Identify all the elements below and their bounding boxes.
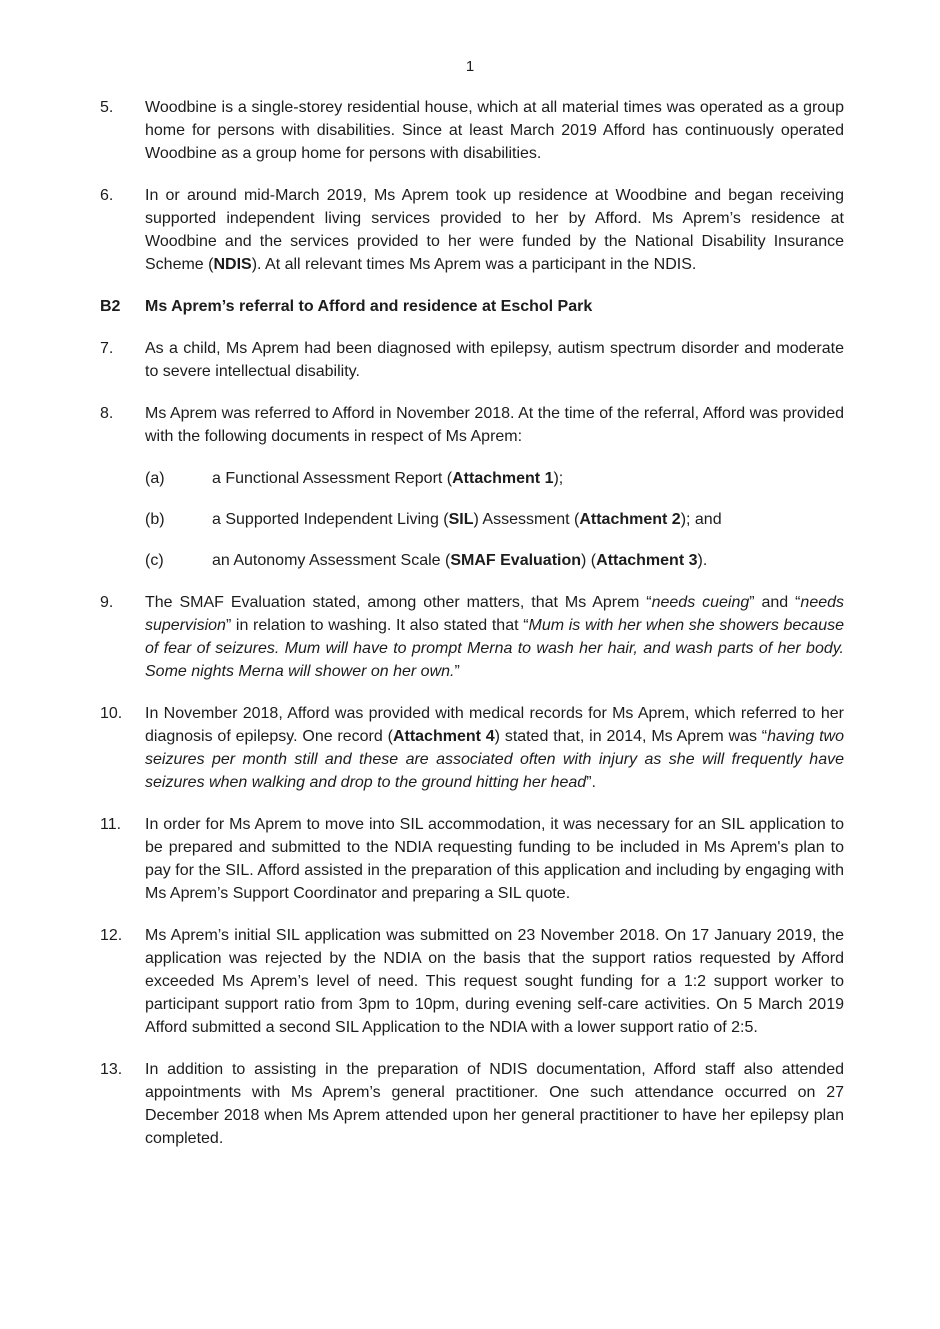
attachment-reference: Attachment 3 xyxy=(596,552,698,569)
sub-item-number: (c) xyxy=(145,552,164,569)
section-number: B2 xyxy=(100,298,121,315)
text-run: ). xyxy=(697,552,708,569)
page-number: 1 xyxy=(465,58,475,75)
attachment-reference: Attachment 1 xyxy=(452,470,554,487)
paragraph-text xyxy=(145,702,844,794)
sub-item-a xyxy=(145,467,844,490)
paragraph-text: Woodbine is a single-storey residential house, which at all material times was operated as a group home for persons with disabilities. Since at least March 2019 Afford has continuously operated Woodbine as a group home for persons with disabilities. xyxy=(145,99,844,162)
sub-item-c xyxy=(145,549,844,572)
section-heading-b2 xyxy=(100,295,844,318)
defined-term: SIL xyxy=(448,511,474,528)
defined-term: SMAF Evaluation xyxy=(450,552,582,569)
sub-item-number: (a) xyxy=(145,470,165,487)
text-run: ) Assessment ( xyxy=(473,511,580,528)
paragraph-number: 6. xyxy=(100,187,114,204)
sub-item-number: (b) xyxy=(145,511,165,528)
text-run: ” xyxy=(454,663,460,680)
paragraph-number: 5. xyxy=(100,99,114,116)
quoted-text: Mum is with her when she showers because of fear of seizures. Mum will have to prompt Merna to wash her hair, and wash parts of her body. Some nights Merna will shower on her own. xyxy=(145,617,844,680)
paragraph-text: In addition to assisting in the preparation of NDIS documentation, Afford staff also attended appointments with Ms Aprem’s general practitioner. One such attendance occurred on 27 December 2018 when Ms Aprem attended upon her general practitioner to have her epilepsy plan completed. xyxy=(145,1061,844,1147)
quoted-text: needs cueing xyxy=(651,594,750,611)
paragraph-10 xyxy=(100,702,844,794)
paragraph-number: 9. xyxy=(100,594,114,611)
text-run: ) stated that, in 2014, Ms Aprem was “ xyxy=(494,728,768,745)
attachment-reference: Attachment 4 xyxy=(392,728,495,745)
text-run: a Supported Independent Living ( xyxy=(212,511,449,528)
text-run: In or around mid-March 2019, Ms Aprem took up residence at Woodbine and began receiving supported independent living services provided to her by Afford. Ms Aprem’s residence at Woodbine and the services provided to her were funded by the National Disability Insurance Scheme ( xyxy=(145,187,844,273)
section-title: Ms Aprem’s referral to Afford and residence at Eschol Park xyxy=(145,298,593,315)
paragraph-number: 8. xyxy=(100,405,114,422)
paragraph-text: As a child, Ms Aprem had been diagnosed with epilepsy, autism spectrum disorder and moderate to severe intellectual disability. xyxy=(145,340,844,380)
text-run: ”. xyxy=(586,774,596,791)
text-run: ” in relation to washing. It also stated that “ xyxy=(225,617,529,634)
quoted-text: needs supervision xyxy=(145,594,845,634)
sub-item-text xyxy=(212,549,844,572)
text-run: In November 2018, Afford was provided with medical records for Ms Aprem, which referred to her diagnosis of epilepsy. One record ( xyxy=(145,705,844,745)
paragraph-text: In order for Ms Aprem to move into SIL accommodation, it was necessary for an SIL application to be prepared and submitted to the NDIA requesting funding to be included in Ms Aprem's plan to pay for the SIL. Afford assisted in the preparation of this application and including by engaging with Ms Aprem’s Support Coordinator and preparing a SIL quote. xyxy=(145,816,844,902)
paragraph-text: Ms Aprem’s initial SIL application was submitted on 23 November 2018. On 17 January 2019, the application was rejected by the NDIA on the basis that the support ratios requested by Afford exceeded Ms Aprem’s level of need. This request sought funding for a 1:2 support worker to participant support ratio from 3pm to 10pm, during evening self-care activities. On 5 March 2019 Afford submitted a second SIL Application to the NDIA with a lower support ratio of 2:5. xyxy=(145,927,844,1036)
paragraph-number: 7. xyxy=(100,340,114,357)
paragraph-number: 11. xyxy=(100,816,122,833)
document-body xyxy=(100,96,844,1169)
paragraph-5 xyxy=(100,96,844,165)
text-run: ); and xyxy=(680,511,722,528)
sub-item-text xyxy=(212,467,844,490)
text-run: an Autonomy Assessment Scale ( xyxy=(212,552,451,569)
text-run: ). At all relevant times Ms Aprem was a participant in the NDIS. xyxy=(251,256,697,273)
sub-item-text xyxy=(212,508,844,531)
text-run: ” and “ xyxy=(749,594,801,611)
sub-item-b xyxy=(145,508,844,531)
attachment-reference: Attachment 2 xyxy=(579,511,681,528)
paragraph-6 xyxy=(100,184,844,276)
paragraph-9 xyxy=(100,591,844,683)
paragraph-number: 10. xyxy=(100,705,123,722)
paragraph-12 xyxy=(100,924,844,1039)
paragraph-11 xyxy=(100,813,844,905)
paragraph-text xyxy=(145,184,844,276)
paragraph-text xyxy=(145,591,844,683)
paragraph-number: 12. xyxy=(100,927,123,944)
text-run: ); xyxy=(553,470,564,487)
text-run: The SMAF Evaluation stated, among other matters, that Ms Aprem “ xyxy=(145,594,652,611)
paragraph-13 xyxy=(100,1058,844,1150)
text-run: ) ( xyxy=(581,552,597,569)
paragraph-8 xyxy=(100,402,844,448)
paragraph-number: 13. xyxy=(100,1061,123,1078)
defined-term: NDIS xyxy=(213,256,252,273)
quoted-text: having two seizures per month still and these are associated often with injury as she will frequently have seizures when walking and drop to the ground hitting her head xyxy=(145,728,844,791)
text-run: a Functional Assessment Report ( xyxy=(212,470,453,487)
paragraph-text: Ms Aprem was referred to Afford in November 2018. At the time of the referral, Afford was provided with the following documents in respect of Ms Aprem: xyxy=(145,405,844,445)
paragraph-7 xyxy=(100,337,844,383)
